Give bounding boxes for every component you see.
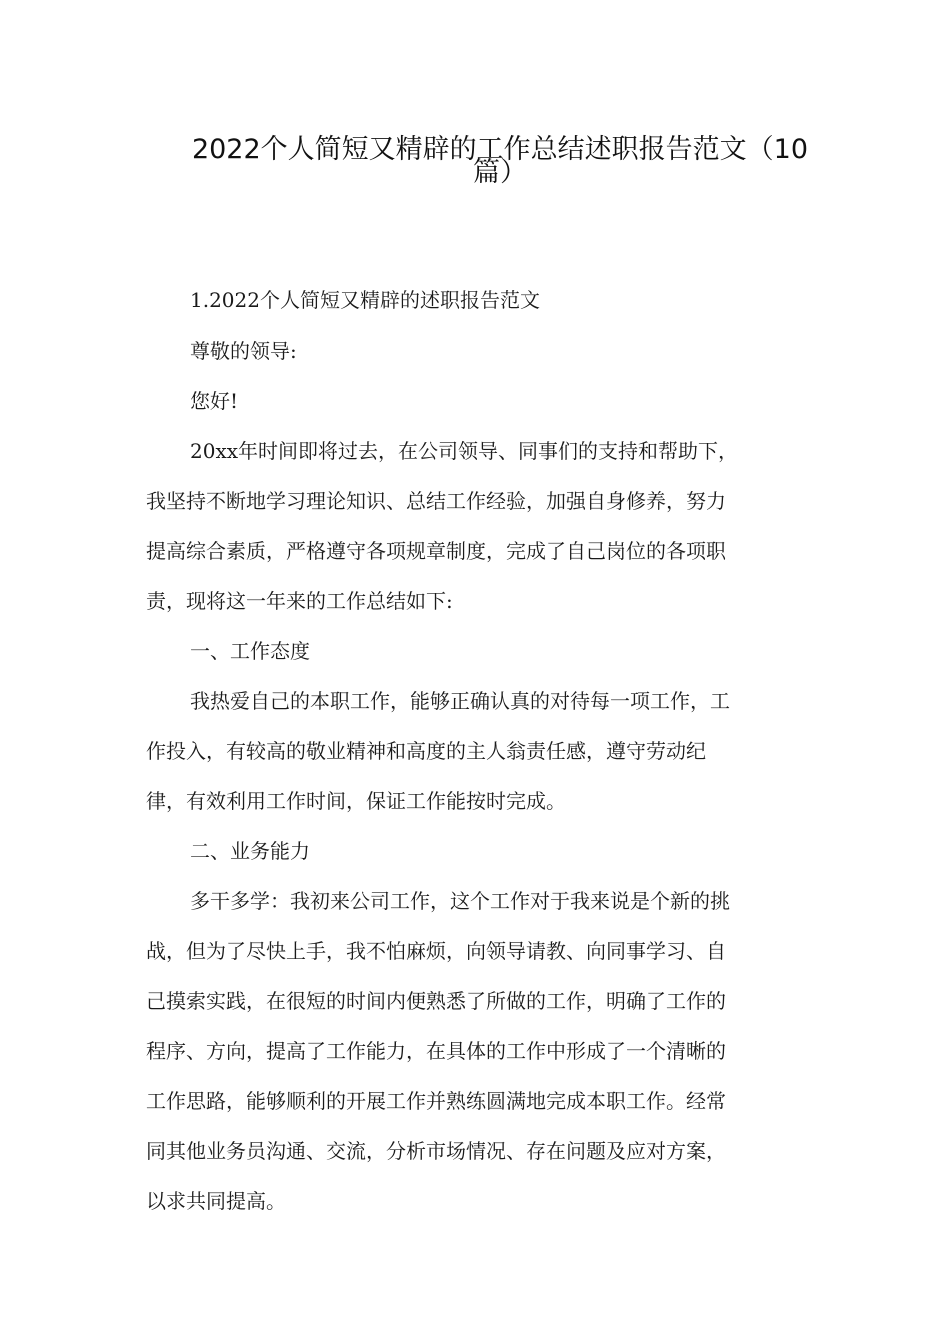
paragraph-line: 工作思路，能够顺利的开展工作并熟练圆满地完成本职工作。经常 [146,1089,726,1113]
paragraph-line: 多干多学：我初来公司工作，这个工作对于我来说是个新的挑 [190,889,730,913]
document-title-line-1: 2022个人简短又精辟的工作总结述职报告范文（10 [191,134,809,165]
section-heading-1: 1.2022个人简短又精辟的述职报告范文 [190,288,540,312]
paragraph-line: 我坚持不断地学习理论知识、总结工作经验，加强自身修养，努力 [146,489,726,513]
subheading-work-attitude: 一、工作态度 [190,639,310,663]
paragraph-line: 同其他业务员沟通、交流，分析市场情况、存在问题及应对方案， [146,1139,726,1163]
paragraph-line: 以求共同提高。 [146,1189,286,1213]
paragraph-line: 提高综合素质，严格遵守各项规章制度，完成了自己岗位的各项职 [146,539,726,563]
paragraph-line: 我热爱自己的本职工作，能够正确认真的对待每一项工作，工 [190,689,730,713]
greeting: 您好! [190,389,239,413]
document-title-line-2: 篇） [473,157,527,188]
paragraph-line: 律，有效利用工作时间，保证工作能按时完成。 [146,789,566,813]
paragraph-line: 20xx年时间即将过去，在公司领导、同事们的支持和帮助下， [190,439,739,463]
paragraph-line: 责，现将这一年来的工作总结如下: [146,589,453,613]
subheading-business-ability: 二、业务能力 [190,839,310,863]
paragraph-line: 战，但为了尽快上手，我不怕麻烦，向领导请教、向同事学习、自 [146,939,726,963]
paragraph-line: 程序、方向，提高了工作能力，在具体的工作中形成了一个清晰的 [146,1039,726,1063]
paragraph-line: 己摸索实践，在很短的时间内便熟悉了所做的工作，明确了工作的 [146,989,726,1013]
salutation: 尊敬的领导: [190,339,297,363]
paragraph-line: 作投入，有较高的敬业精神和高度的主人翁责任感，遵守劳动纪 [146,739,706,763]
